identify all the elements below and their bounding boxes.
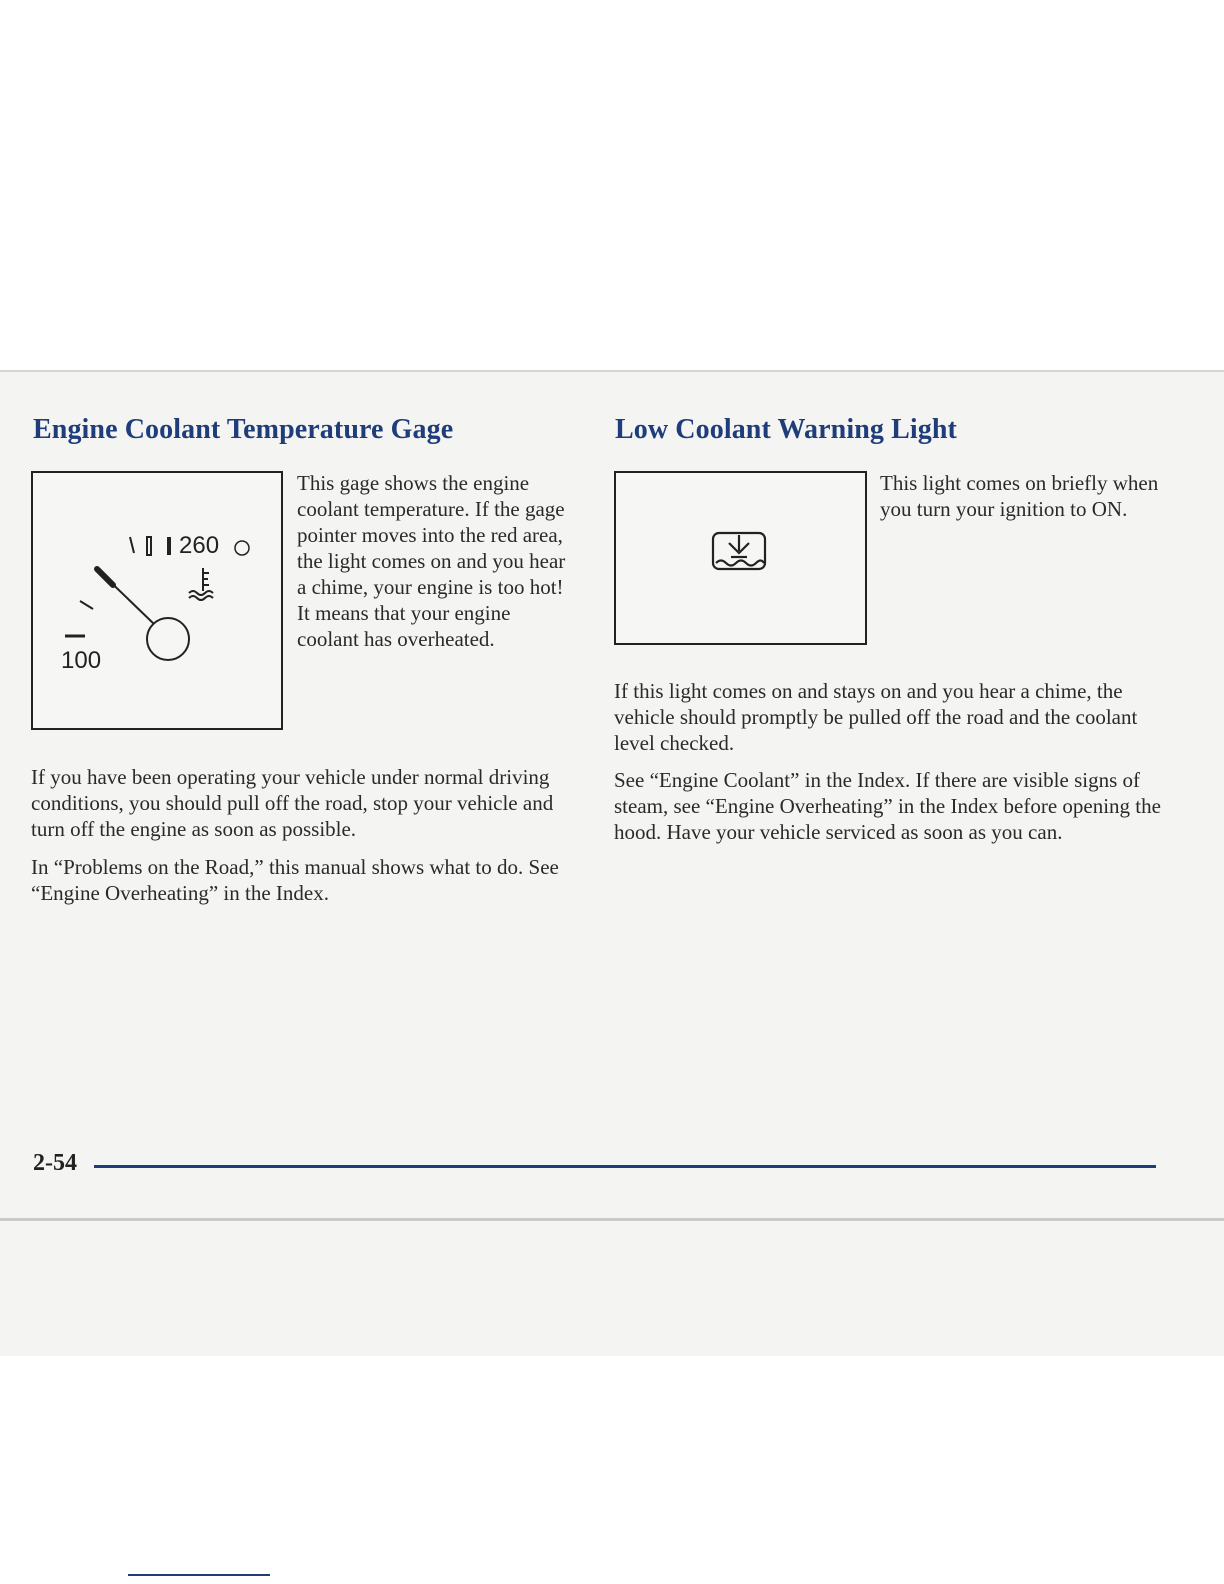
gage-tick — [80, 601, 93, 609]
thermometer-icon — [189, 568, 213, 600]
left-paragraph: If you have been operating your vehicle under normal driving conditions, you should pull off the road, stop your vehicle and turn off the engine as soon as possible. — [31, 765, 554, 841]
page-number: 2-54 — [33, 1150, 77, 1176]
footer-rule — [94, 1165, 1156, 1168]
right-paragraph: If this light comes on and stays on and you hear a chime, the vehicle should promptly be pulled off the road and the coolant level checked. — [614, 679, 1138, 755]
gage-high-label: 260 — [179, 532, 220, 559]
low-coolant-light-illustration — [614, 471, 867, 645]
gage-low-label: 100 — [61, 647, 102, 674]
gage-red-zone — [167, 537, 171, 555]
gage-drawing — [33, 473, 281, 728]
left-paragraph: In “Problems on the Road,” this manual shows what to do. See “Engine Overheating” in the Index. — [31, 855, 559, 905]
engine-coolant-gage-heading: Engine Coolant Temperature Gage — [33, 414, 454, 445]
low-coolant-light-heading: Low Coolant Warning Light — [615, 414, 957, 445]
coolant-gage-illustration — [31, 471, 283, 730]
light-description: This light comes on briefly when you turn your ignition to ON. — [880, 471, 1159, 521]
gage-tick — [130, 537, 134, 553]
page-top-edge — [0, 370, 1224, 372]
low-coolant-icon — [616, 473, 865, 643]
gage-red-zone — [147, 537, 151, 555]
gage-pointer-tip — [97, 569, 113, 585]
gage-description: This gage shows the engine coolant temperature. If the gage pointer moves into the red area, the light comes on and you hear a chime, your engine is too hot! It means that your engine coolant has overheated. — [297, 471, 566, 651]
gage-indicator-icon — [235, 541, 249, 555]
bottom-rule — [128, 1574, 270, 1576]
page-bottom-edge — [0, 1218, 1224, 1221]
right-paragraph: See “Engine Coolant” in the Index. If there are visible signs of steam, see “Engine Overheating” in the Index before opening the hood. Have your vehicle serviced as soon as you can. — [614, 768, 1161, 844]
